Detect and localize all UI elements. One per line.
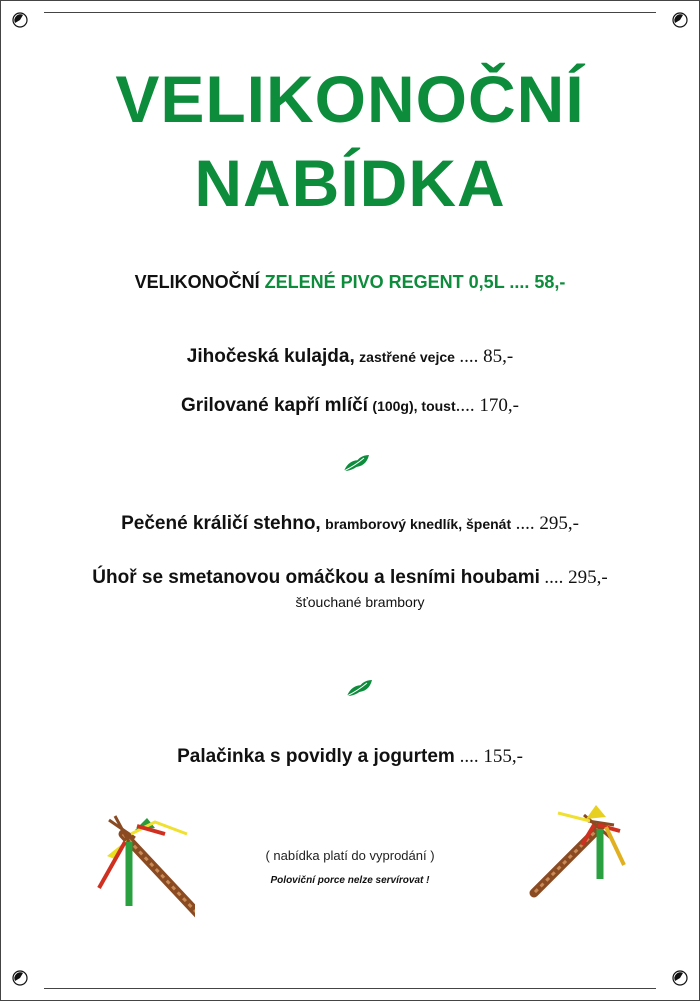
title-line-1: VELIKONOČNÍ [115,62,585,136]
corner-ornament-icon [12,12,28,28]
menu-item-kulajda [0,346,700,368]
item-price: .... 295,- [515,513,579,534]
half-portion-note: Poloviční porce nelze servírovat ! [270,875,430,886]
item-name: Jihočeská kulajda, [186,346,355,367]
menu-item-palacinka [0,746,700,768]
item-price: .... 85,- [459,346,514,367]
top-rule [44,12,656,13]
availability-note: ( nabídka platí do vyprodání ) [265,848,435,863]
title-line-2: NABÍDKA [194,146,506,220]
item-side: šťouchané brambory [295,594,425,610]
item-price: .... 295,- [544,567,608,588]
beer-details: ZELENÉ PIVO REGENT 0,5L .... 58,- [264,272,566,292]
item-price: .... 170,- [455,395,519,416]
item-name: Úhoř se smetanovou omáčkou a lesními houbami [92,567,540,588]
easter-whip-icon [528,805,628,925]
menu-item-kralik [0,513,700,535]
corner-ornament-icon [12,970,28,986]
item-desc: zastřené vejce [359,349,455,365]
menu-item-mlici [0,395,700,417]
leaf-ornament-icon [342,453,370,475]
item-name: Pečené králičí stehno, [121,513,321,534]
menu-item-uhor [0,567,700,589]
item-desc: (100g), toust [372,398,456,414]
leaf-ornament-icon [345,678,373,700]
beer-prefix: VELIKONOČNÍ [134,272,260,292]
beer-offer [0,272,700,293]
item-name: Palačinka s povidly a jogurtem [177,746,455,767]
item-desc: bramborový knedlík, špenát [325,516,512,532]
bottom-rule [44,988,656,989]
corner-ornament-icon [672,970,688,986]
item-name: Grilované kapří mlíčí [181,395,368,416]
easter-whip-icon [95,812,195,932]
item-price: .... 155,- [454,746,523,767]
corner-ornament-icon [672,12,688,28]
